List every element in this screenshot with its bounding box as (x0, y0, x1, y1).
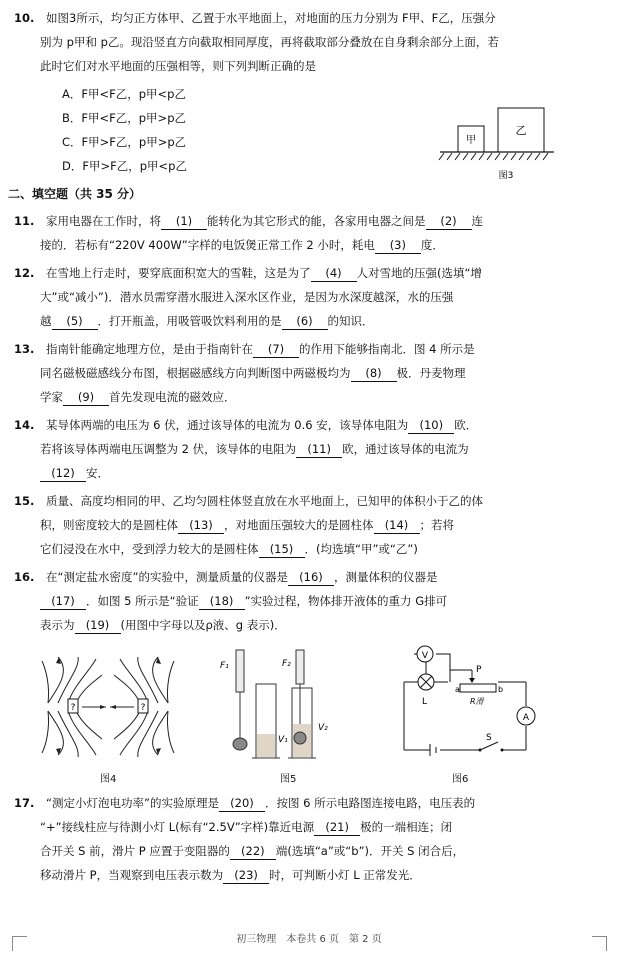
fig3-label-jia: 甲 (466, 135, 476, 146)
q10-text-1: 如图3所示，均匀正方体甲、乙置于水平地面上，对地面的压力分别为 F甲、F乙，压强分 (46, 11, 496, 25)
q13-line1 (14, 341, 475, 358)
q10-line1 (14, 10, 496, 26)
q14-text: 若将该导体两端电压调整为 2 伏，该导体的电阻为 (40, 442, 297, 456)
fig3-label-yi: 乙 (515, 124, 527, 137)
fig6-slider-label: P (476, 665, 482, 675)
q12-text: 的知识． (327, 314, 374, 328)
q17-line3 (40, 843, 464, 860)
q12-text: 在雪地上行走时，要穿底面积宽大的雪鞋，这是为了 (46, 266, 311, 280)
q13-line3 (40, 389, 236, 406)
blank-12[interactable]: (12) (40, 465, 86, 482)
q13-text: 首先发现电流的磁效应． (109, 390, 236, 404)
blank-22[interactable]: (22) (230, 843, 276, 860)
q10-option-a[interactable]: A．F甲<F乙，p甲<p乙 (62, 87, 186, 101)
q17-line1 (14, 795, 475, 812)
blank-6[interactable]: (6) (282, 313, 328, 330)
q11-text: 接的．若标有“220V 400W”字样的电饭煲正常工作 2 小时，耗电 (40, 238, 375, 252)
q17-text: 极的一端相连；闭 (360, 820, 453, 834)
q13-line2 (40, 365, 466, 382)
blank-20[interactable]: (20) (219, 795, 265, 812)
q12-number: 12. (14, 266, 35, 280)
q11-text: 家用电器在工作时，将 (46, 214, 162, 228)
q15-text: ．(均选填“甲”或“乙”) (304, 542, 418, 556)
blank-2[interactable]: (2) (426, 213, 472, 230)
figure-6 (390, 632, 550, 762)
q17-number: 17. (14, 796, 35, 810)
fig5-v1: V₁ (278, 735, 288, 745)
q14-line3 (40, 465, 109, 482)
q17-text: 端(选填“a”或“b”)．开关 S 闭合后， (275, 844, 465, 858)
blank-16[interactable]: (16) (288, 569, 334, 586)
q15-text: 积，则密度较大的是圆柱体 (40, 518, 178, 532)
fig5-f2: F₂ (282, 659, 291, 669)
q14-line2 (40, 441, 469, 458)
q16-text: (用图中字母以及ρ液、g 表示)． (120, 618, 286, 632)
blank-7[interactable]: (7) (253, 341, 299, 358)
fig6-ammeter-label: A (522, 713, 530, 723)
fig5-caption: 图5 (280, 774, 297, 785)
blank-8[interactable]: (8) (351, 365, 397, 382)
q15-text: 质量、高度均相同的甲、乙均匀圆柱体竖直放在水平地面上，已知甲的体积小于乙的体 (46, 494, 484, 508)
q17-line4 (40, 867, 421, 884)
q11-line2 (40, 237, 444, 254)
fig4-caption: 图4 (100, 774, 117, 785)
q16-text: 在“测定盐水密度”的实验中，测量质量的仪器是 (46, 570, 288, 584)
blank-1[interactable]: (1) (161, 213, 207, 230)
fig4-pole-left: ? (70, 703, 76, 713)
blank-13[interactable]: (13) (178, 517, 224, 534)
blank-4[interactable]: (4) (311, 265, 357, 282)
q10-number: 10. (14, 11, 35, 25)
fig6-a-label: a (455, 685, 460, 694)
blank-14[interactable]: (14) (374, 517, 420, 534)
q16-text: ，测量体积的仪器是 (333, 570, 438, 584)
q15-number: 15. (14, 494, 35, 508)
q17-text: 合开关 S 前，滑片 P 应置于变阻器的 (40, 844, 230, 858)
q16-text: ”实验过程，物体排开液体的重力 G排可 (244, 594, 448, 608)
q17-text: 移动滑片 P，当观察到电压表示数为 (40, 868, 224, 882)
q13-number: 13. (14, 342, 35, 356)
fig5-f1: F₁ (220, 661, 229, 671)
blank-11[interactable]: (11) (296, 441, 342, 458)
fig3-caption: 图3 (498, 171, 514, 181)
figure-4 (40, 655, 176, 775)
q11-text: 度． (420, 238, 444, 252)
blank-10[interactable]: (10) (408, 417, 454, 434)
q11-text: 连 (471, 214, 484, 228)
blank-15[interactable]: (15) (259, 541, 305, 558)
q13-text: 的作用下能够指南北．图 4 所示是 (299, 342, 475, 356)
blank-3[interactable]: (3) (375, 237, 421, 254)
q15-text: 它们浸没在水中，受到浮力较大的是圆柱体 (40, 542, 259, 556)
q15-line1 (14, 493, 483, 509)
blank-21[interactable]: (21) (314, 819, 360, 836)
blank-19[interactable]: (19) (75, 617, 121, 634)
q16-number: 16. (14, 570, 35, 584)
q14-number: 14. (14, 418, 35, 432)
q12-text: 人对雪地的压强(选填“增 (356, 266, 482, 280)
q12-line1 (14, 265, 482, 282)
blank-23[interactable]: (23) (223, 867, 269, 884)
page-footer: 初三物理 本卷共 6 页 第 2 页 (236, 934, 382, 945)
blank-18[interactable]: (18) (199, 593, 245, 610)
q16-text: 表示为 (40, 618, 75, 632)
figure-3 (436, 100, 562, 186)
q11-number: 11. (14, 214, 35, 228)
blank-17[interactable]: (17) (40, 593, 86, 610)
q12-line3 (40, 313, 374, 330)
q13-text: 学家 (40, 390, 63, 404)
q11-line1 (14, 213, 483, 230)
blank-9[interactable]: (9) (63, 389, 109, 406)
crop-mark-right (592, 936, 607, 951)
q10-option-c[interactable]: C．F甲>F乙，p甲>p乙 (62, 135, 187, 149)
q16-line1 (14, 569, 437, 586)
q13-text: 极．丹麦物理 (396, 366, 466, 380)
fig6-voltmeter-label: V (421, 651, 429, 661)
q14-text: 欧． (454, 418, 478, 432)
q12-text: 越 (40, 314, 52, 328)
fig4-pole-right: ? (140, 703, 146, 713)
q12-text: ．打开瓶盖，用吸管吸饮料利用的是 (97, 314, 282, 328)
q11-text: 能转化为其它形式的能，各家用电器之间是 (207, 214, 426, 228)
blank-5[interactable]: (5) (52, 313, 98, 330)
section-2-title: 二、填空题（共 35 分） (8, 187, 142, 201)
q17-line2 (40, 819, 452, 836)
q15-line3 (40, 541, 418, 558)
crop-mark-left (12, 936, 27, 951)
q14-line1 (14, 417, 477, 434)
q10-option-d[interactable]: D．F甲>F乙，p甲<p乙 (62, 159, 187, 173)
fig6-caption: 图6 (452, 774, 469, 785)
fig6-rheostat-label: R滑 (470, 697, 484, 706)
q17-text: ．按图 6 所示电路图连接电路，电压表的 (264, 796, 476, 810)
q10-text-2: 别为 p甲和 p乙。现沿竖直方向截取相同厚度，再将截取部分叠放在自身剩余部分上面，若 (40, 35, 499, 49)
fig6-b-label: b (498, 685, 504, 694)
q17-text: 时，可判断小灯 L 正常发光． (269, 868, 421, 882)
q16-line3 (40, 617, 286, 634)
q16-line2 (40, 593, 447, 610)
q12-text-2: 大”或“减小”)．潜水员需穿潜水服进入深水区作业，是因为水深度越深，水的压强 (40, 290, 454, 304)
q10-text-3: 此时它们对水平地面的压强相等，则下列判断正确的是 (40, 59, 316, 73)
q17-text: “+”接线柱应与待测小灯 L(标有“2.5V”字样)靠近电源 (40, 820, 315, 834)
q14-text: 欧，通过该导体的电流为 (342, 442, 469, 456)
q15-text: ，对地面压强较大的是圆柱体 (224, 518, 374, 532)
q13-text: 同名磁极磁感线分布图，根据磁感线方向判断图中两磁极均为 (40, 366, 351, 380)
q16-text: ．如图 5 所示是“验证 (86, 594, 199, 608)
q13-text: 指南针能确定地理方位，是由于指南针在 (46, 342, 254, 356)
q15-text: ；若将 (419, 518, 454, 532)
fig6-lamp-label: L (422, 697, 428, 707)
q17-text: “测定小灯泡电功率”的实验原理是 (46, 796, 219, 810)
q14-text: 安． (86, 466, 109, 480)
fig5-v2: V₂ (318, 723, 328, 733)
q10-option-b[interactable]: B．F甲<F乙，p甲>p乙 (62, 111, 186, 125)
figure-5 (216, 648, 344, 764)
q14-text: 某导体两端的电压为 6 伏，通过该导体的电流为 0.6 安，该导体电阻为 (46, 418, 409, 432)
fig6-switch-label: S (486, 733, 492, 743)
q15-line2 (40, 517, 454, 534)
